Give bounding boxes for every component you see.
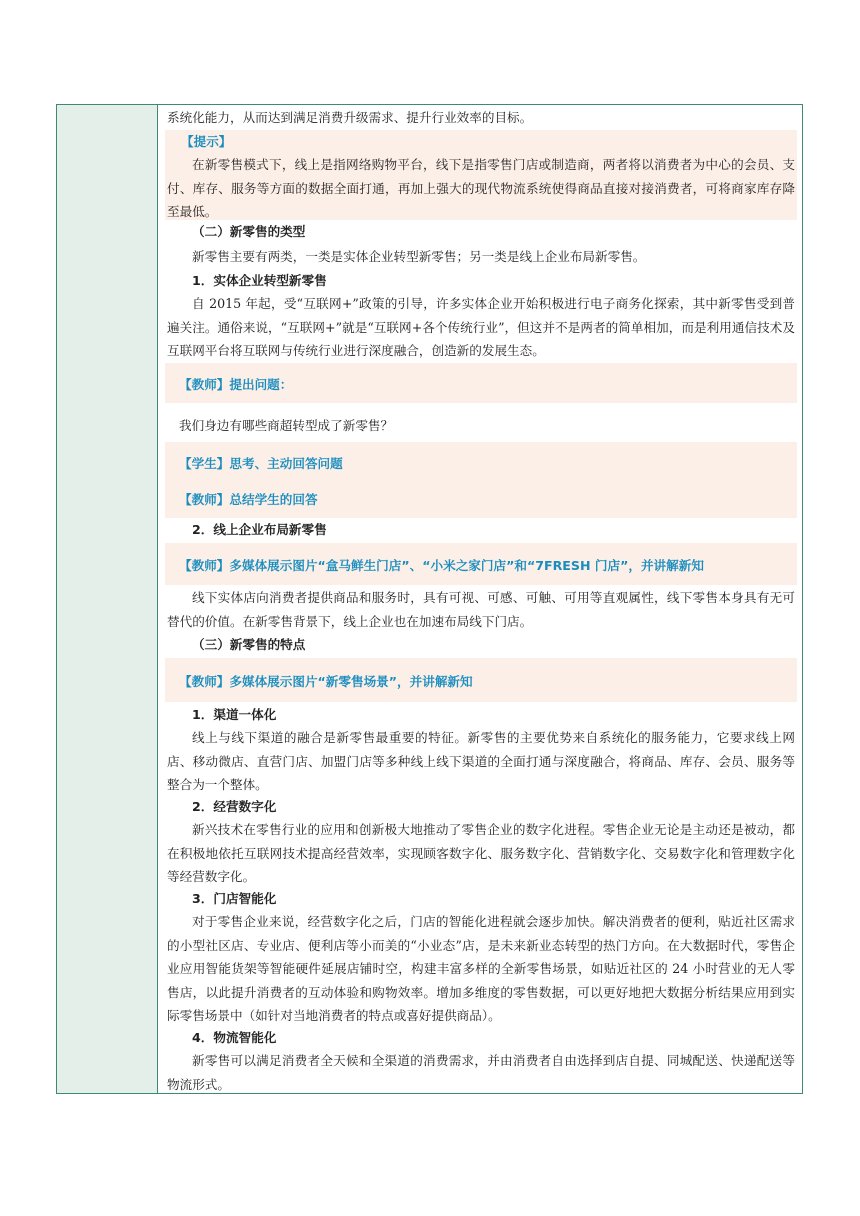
teacher-media-2-box — [165, 658, 797, 702]
question-text: 我们身边有哪些商超转型成了新零售？ — [179, 417, 394, 433]
teacher-media-1: 【教师】多媒体展示图片“盒马鲜生门店”、“小米之家门店”和“7FRESH 门店”，并讲解新知 — [179, 557, 704, 573]
sub-1-text: 自 2015 年起，受“互联网+”政策的引导，许多实体企业开始积极进行电子商务化探索，其中新零售受到普遍关注。通俗来说，“互联网+”就是“互联网+各个传统行业”，但这并不是两者的简单相加，而是利用通信技术及互联网平台将互联网与传统行业进行深度融合，创造新的发展生态。 — [167, 296, 795, 358]
tip-label: 【提示】 — [181, 134, 232, 149]
teacher-media-1-box — [165, 543, 797, 585]
content-cell — [159, 105, 802, 1093]
feature-2-title: 2．经营数字化 — [192, 799, 277, 814]
teacher-question-box — [165, 363, 797, 403]
sub-2-title: 2．线上企业布局新零售 — [192, 522, 327, 537]
teacher-question: 【教师】提出问题： — [179, 376, 293, 392]
feature-4-text: 新零售可以满足消费者全天候和全渠道的消费需求，并由消费者自由选择到店自提、同城配送、快递配送等物流形式。 — [167, 1053, 795, 1092]
teacher-media-2: 【教师】多媒体展示图片“新零售场景”，并讲解新知 — [179, 673, 473, 689]
tip-text: 在新零售模式下，线上是指网络购物平台，线下是指零售门店或制造商，两者将以消费者为中心的会员、支付、库存、服务等方面的数据全面打通，再加上强大的现代物流系统使得商品直接对接消费者，可将商家库存降至最低。 — [167, 157, 795, 219]
sub-2-text: 线下实体店向消费者提供商品和服务时，具有可视、可感、可触、可用等直观属性，线下零售本身具有无可替代的价值。在新零售背景下，线上企业也在加速布局线下门店。 — [167, 590, 795, 629]
question-box — [165, 404, 797, 444]
student-text: 【学生】思考、主动回答问题 — [179, 455, 343, 471]
feature-3-title: 3．门店智能化 — [192, 891, 277, 906]
section-2-text: 新零售主要有两类，一类是实体企业转型新零售；另一类是线上企业布局新零售。 — [192, 249, 646, 264]
feature-2-text: 新兴技术在零售行业的应用和创新极大地推动了零售企业的数字化进程。零售企业无论是主动还是被动，都在积极地依托互联网技术提高经营效率，实现顾客数字化、服务数字化、营销数字化、交易数字化和管理数字化等经营数字化。 — [167, 822, 795, 884]
sub-1-title: 1．实体企业转型新零售 — [192, 273, 327, 288]
teacher-summary-box — [165, 478, 797, 518]
student-box — [165, 442, 797, 482]
feature-1-text: 线上与线下渠道的融合是新零售最重要的特征。新零售的主要优势来自系统化的服务能力，它要求线上网店、移动微店、直营门店、加盟门店等多种线上线下渠道的全面打通与深度融合，将商品、库存、会员、服务等整合为一个整体。 — [167, 730, 795, 792]
tip-box — [165, 130, 797, 220]
left-column — [57, 105, 158, 1093]
section-3-title: （三）新零售的特点 — [192, 637, 306, 652]
teacher-summary: 【教师】总结学生的回答 — [179, 491, 318, 507]
intro-line: 系统化能力，从而达到满足消费升级需求、提升行业效率的目标。 — [167, 110, 533, 125]
lesson-table — [56, 104, 803, 1094]
section-2-title: （二）新零售的类型 — [192, 224, 306, 239]
feature-1-title: 1．渠道一体化 — [192, 707, 277, 722]
feature-3-text: 对于零售企业来说，经营数字化之后，门店的智能化进程就会逐步加快。解决消费者的便利，贴近社区需求的小型社区店、专业店、便利店等小而美的“小业态”店，是未来新业态转型的热门方向。在大数据时代，零售企业应用智能货架等智能硬件延展店铺时空，构建丰富多样的全新零售场景，如贴近社区的 24 小时营业的无人零售店，以此提升消费者的互动体验和购物效率。增加多维度的零售数据，可以更好地把大数据分析结果应用到实际零售场景中（如针对当地消费者的特点或喜好提供商品）。 — [167, 914, 795, 1023]
feature-4-title: 4．物流智能化 — [192, 1030, 277, 1045]
